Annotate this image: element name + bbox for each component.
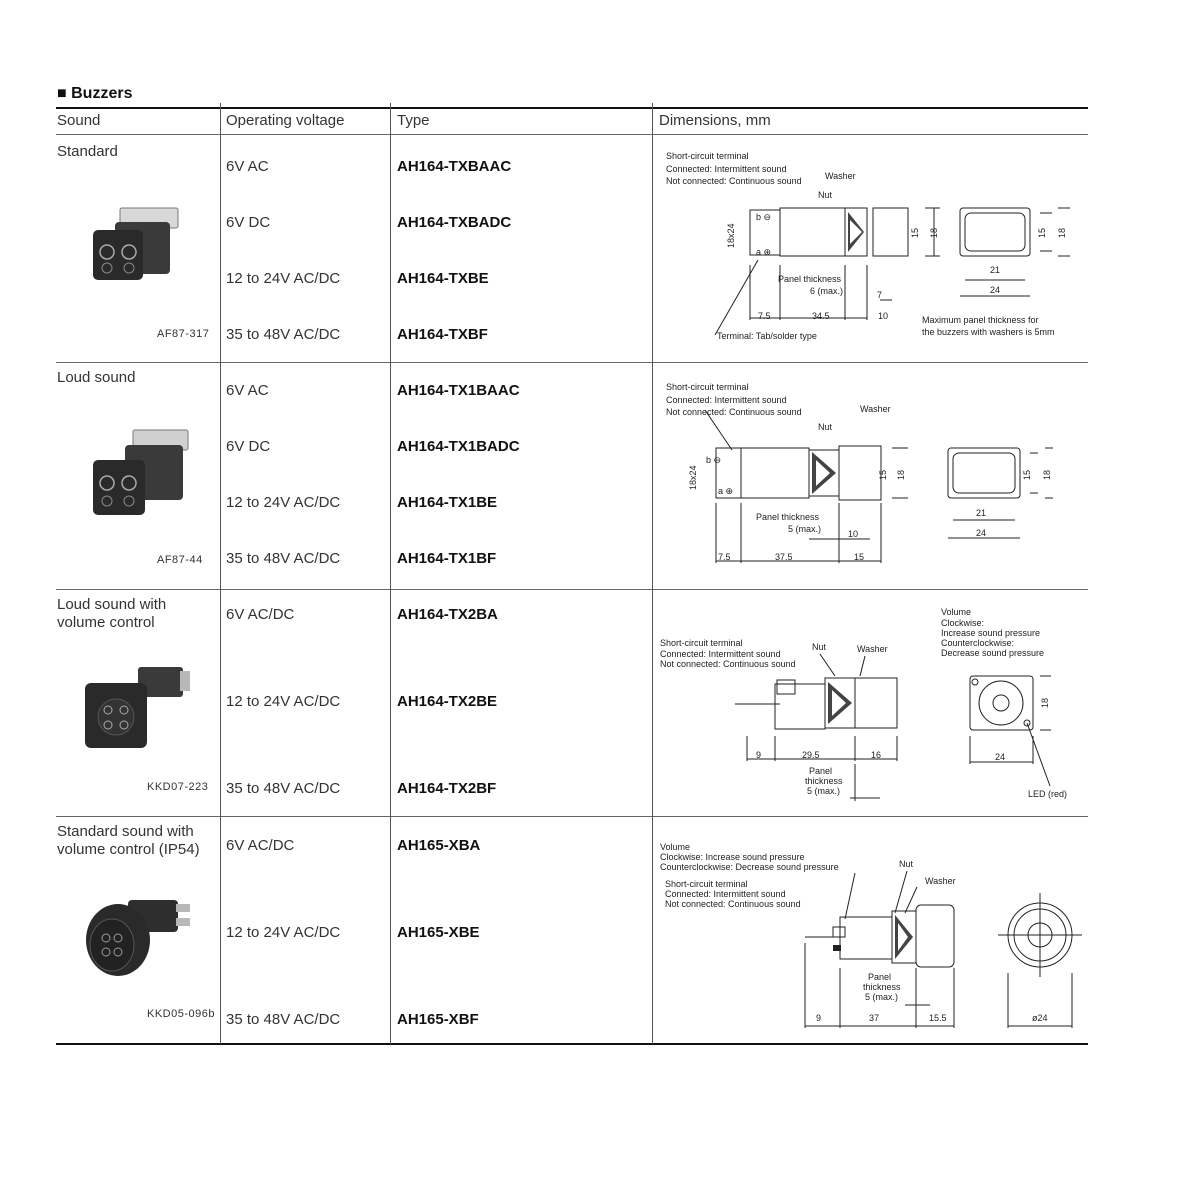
volume-note: Counterclockwise:: [941, 638, 1015, 648]
voltage-value: 6V AC: [226, 382, 269, 399]
width-24-label: 24: [990, 285, 1001, 295]
header-sound: Sound: [57, 112, 101, 129]
washer-label: Washer: [925, 876, 956, 886]
terminal-a-label: a ⊕: [718, 486, 734, 496]
note-line: Not connected: Continuous sound: [666, 176, 802, 186]
voltage-value: 6V AC/DC: [226, 606, 295, 623]
voltage-value: 6V DC: [226, 438, 271, 455]
nut-label: Nut: [818, 190, 833, 200]
side-dim-label: 18x24: [726, 223, 736, 248]
washer-label: Washer: [825, 171, 856, 181]
dimension-drawing: [660, 368, 1085, 583]
row-rule-1: [56, 362, 1088, 363]
diameter-24-label: ø24: [1032, 1013, 1048, 1023]
note-line: Connected: Intermittent sound: [666, 164, 787, 174]
terminal-b-label: b ⊖: [706, 455, 722, 465]
photo-code: AF87-44: [157, 554, 203, 566]
note-line: Connected: Intermittent sound: [665, 889, 786, 899]
voltage-value: 12 to 24V AC/DC: [226, 924, 341, 941]
volume-note: Volume: [941, 607, 972, 617]
voltage-value: 12 to 24V AC/DC: [226, 494, 341, 511]
nut-label: Nut: [818, 422, 833, 432]
sound-name: Standard sound with volume control (IP54): [57, 823, 200, 858]
nut-label: Nut: [899, 859, 914, 869]
voltage-value: 35 to 48V AC/DC: [226, 1011, 341, 1028]
type-code: AH164-TXBF: [397, 326, 488, 343]
dim-16-label: 16: [871, 750, 882, 760]
buzzer-photo: [85, 425, 195, 520]
front-height-18-label: 18: [1042, 469, 1052, 480]
volume-note: Decrease sound pressure: [941, 648, 1045, 658]
front-height-18-label: 18: [1057, 227, 1067, 238]
note-line: Short-circuit terminal: [660, 638, 743, 648]
volume-note: Volume: [660, 842, 691, 852]
dimension-drawing: [655, 823, 1085, 1038]
square-bullet-icon: ■: [57, 85, 67, 102]
dim-9-label: 9: [816, 1013, 822, 1023]
photo-code: KKD05-096b: [147, 1008, 215, 1020]
section-title: [57, 85, 132, 103]
note-line: Not connected: Continuous sound: [666, 407, 802, 417]
voltage-value: 12 to 24V AC/DC: [226, 270, 341, 287]
height-15-label: 15: [878, 469, 888, 480]
panel-thickness-label: Panel thickness: [756, 512, 820, 522]
dim-29-5-label: 29.5: [802, 750, 820, 760]
height-18-label: 18: [1040, 697, 1050, 708]
nut-label: Nut: [812, 642, 827, 652]
panel-label: thickness: [805, 776, 843, 786]
dim-15-5-label: 15.5: [929, 1013, 947, 1023]
buzzer-photo: [80, 655, 200, 755]
sound-name: Loud sound with volume control: [57, 596, 167, 631]
dim-10-label: 10: [848, 529, 859, 539]
note-line: Short-circuit terminal: [665, 879, 748, 889]
sound-name: Loud sound: [57, 369, 136, 386]
voltage-value: 6V AC/DC: [226, 837, 295, 854]
type-code: AH164-TXBE: [397, 270, 489, 287]
row-rule-3: [56, 816, 1088, 817]
note-line: Not connected: Continuous sound: [660, 659, 796, 669]
section-title-text: Buzzers: [71, 85, 133, 102]
table-bottom-rule: [56, 1043, 1088, 1045]
width-21-label: 21: [990, 265, 1001, 275]
terminal-label: Terminal: Tab/solder type: [717, 331, 817, 341]
header-dimensions: Dimensions, mm: [659, 112, 771, 129]
header-type: Type: [397, 112, 430, 129]
terminal-b-label: b ⊖: [756, 212, 772, 222]
panel-label: thickness: [863, 982, 901, 992]
dimension-drawing: [660, 140, 1085, 355]
dim-15-label: 15: [854, 552, 865, 562]
dim-10-label: 10: [878, 311, 889, 321]
dim-37-5-label: 37.5: [775, 552, 793, 562]
dim-7-5-label: 7.5: [718, 552, 731, 562]
washer-label: Washer: [857, 644, 888, 654]
width-21-label: 21: [976, 508, 987, 518]
voltage-value: 35 to 48V AC/DC: [226, 326, 341, 343]
voltage-value: 35 to 48V AC/DC: [226, 550, 341, 567]
photo-code: KKD07-223: [147, 781, 209, 793]
volume-note: Counterclockwise: Decrease sound pressure: [660, 862, 839, 872]
type-code: AH164-TXBADC: [397, 214, 512, 231]
height-15-label: 15: [910, 227, 920, 238]
voltage-value: 6V DC: [226, 214, 271, 231]
panel-thickness-value: 5 (max.): [788, 524, 822, 534]
volume-note: Clockwise:: [941, 618, 985, 628]
table-top-rule: [56, 107, 1088, 109]
terminal-a-label: a ⊕: [756, 247, 772, 257]
dimension-drawing: [655, 596, 1085, 811]
note-line: Connected: Intermittent sound: [660, 649, 781, 659]
washer-label: Washer: [860, 404, 891, 414]
max-panel-note: Maximum panel thickness for: [922, 315, 1039, 325]
note-line: Not connected: Continuous sound: [665, 899, 801, 909]
row-rule-2: [56, 589, 1088, 590]
led-label: LED (red): [1028, 789, 1068, 799]
voltage-value: 12 to 24V AC/DC: [226, 693, 341, 710]
front-height-15-label: 15: [1022, 469, 1032, 480]
sound-name: Standard: [57, 143, 118, 160]
height-18-label: 18: [929, 227, 939, 238]
height-18-label: 18: [896, 469, 906, 480]
volume-note: Clockwise: Increase sound pressure: [660, 852, 805, 862]
type-code: AH165-XBA: [397, 837, 481, 854]
type-code: AH164-TX2BE: [397, 693, 498, 710]
type-code: AH165-XBF: [397, 1011, 479, 1028]
type-code: AH164-TX1BF: [397, 550, 497, 567]
volume-note: Increase sound pressure: [941, 628, 1041, 638]
dim-7-label: 7: [877, 290, 883, 300]
buzzer-photo: [85, 200, 195, 290]
column-divider-1: [220, 103, 221, 1044]
side-dim-label: 18x24: [688, 465, 698, 490]
type-code: AH164-TXBAAC: [397, 158, 512, 175]
type-code: AH165-XBE: [397, 924, 480, 941]
width-24-label: 24: [995, 752, 1006, 762]
type-code: AH164-TX2BA: [397, 606, 498, 623]
dim-37-label: 37: [869, 1013, 880, 1023]
type-code: AH164-TX2BF: [397, 780, 497, 797]
panel-thickness-value: 6 (max.): [810, 286, 844, 296]
buzzer-photo: [78, 890, 203, 985]
header-voltage: Operating voltage: [226, 112, 345, 129]
width-24-label: 24: [976, 528, 987, 538]
panel-label: Panel: [868, 972, 892, 982]
note-line: Short-circuit terminal: [666, 151, 749, 161]
photo-code: AF87-317: [157, 328, 210, 340]
front-height-15-label: 15: [1037, 227, 1047, 238]
header-rule: [56, 134, 1088, 135]
dim-34-5-label: 34.5: [812, 311, 830, 321]
type-code: AH164-TX1BE: [397, 494, 498, 511]
panel-thickness-label: Panel thickness: [778, 274, 842, 284]
type-code: AH164-TX1BADC: [397, 438, 520, 455]
column-divider-3: [652, 103, 653, 1044]
panel-label: Panel: [809, 766, 833, 776]
voltage-value: 35 to 48V AC/DC: [226, 780, 341, 797]
column-divider-2: [390, 103, 391, 1044]
panel-value: 5 (max.): [807, 786, 841, 796]
type-code: AH164-TX1BAAC: [397, 382, 520, 399]
dim-9-label: 9: [756, 750, 762, 760]
note-line: Connected: Intermittent sound: [666, 395, 787, 405]
note-line: Short-circuit terminal: [666, 382, 749, 392]
dim-7-5-label: 7.5: [758, 311, 771, 321]
max-panel-note: the buzzers with washers is 5mm: [922, 327, 1055, 337]
voltage-value: 6V AC: [226, 158, 269, 175]
panel-value: 5 (max.): [865, 992, 899, 1002]
